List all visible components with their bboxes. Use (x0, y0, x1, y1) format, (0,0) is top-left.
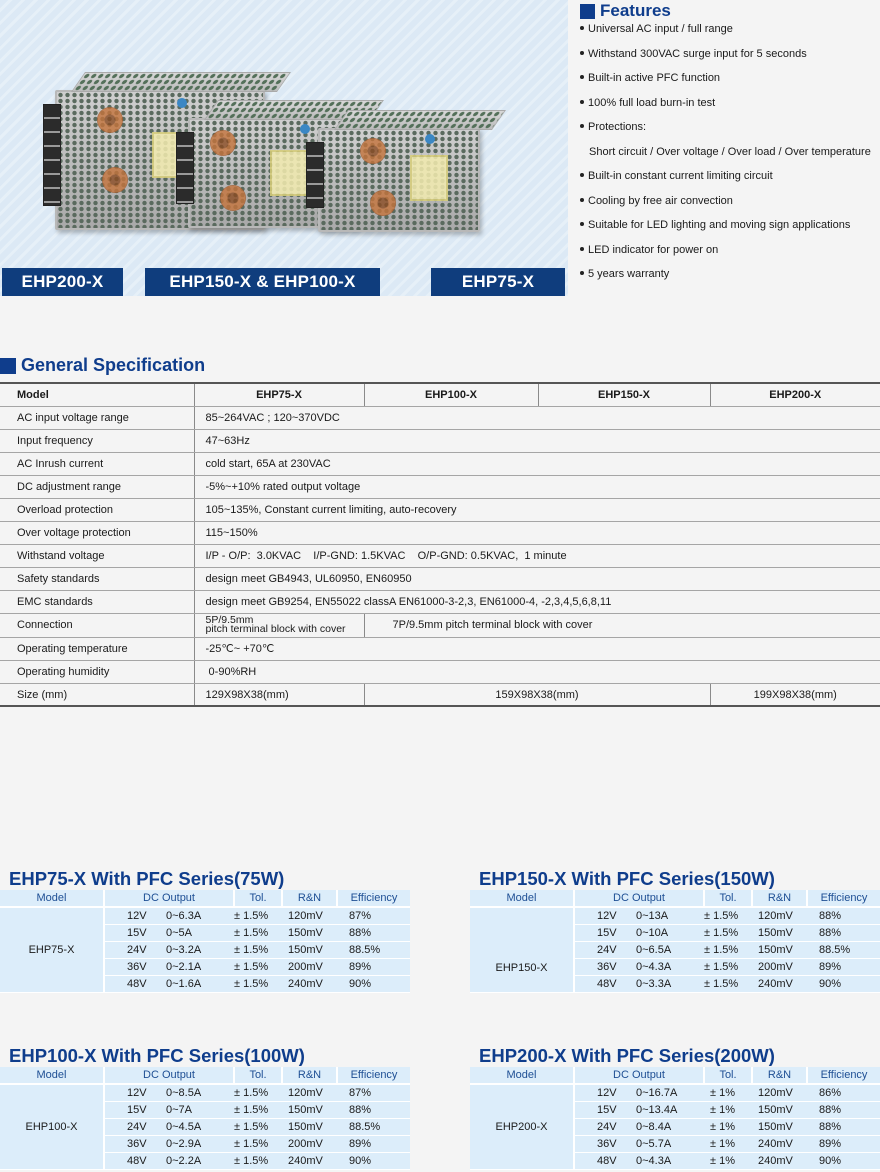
table-cell: Tol. (234, 1067, 282, 1084)
table-cell: 90% (337, 975, 410, 992)
features-section (578, 0, 880, 291)
table-cell: ± 1.5% (234, 941, 282, 958)
table-cell: EHP200-X (470, 1084, 574, 1169)
table-cell: 36V (104, 958, 166, 975)
table-cell: Operating humidity (0, 660, 194, 683)
table-cell: Model (470, 890, 574, 907)
table-cell: ± 1% (704, 1084, 752, 1101)
table-cell: 89% (807, 958, 880, 975)
connection-7p-cell: 7P/9.5mm pitch terminal block with cover (364, 614, 880, 637)
table-cell: ± 1.5% (704, 975, 752, 992)
table-cell: 0~5.7A (636, 1135, 704, 1152)
table-cell: 0~4.3A (636, 1152, 704, 1169)
power-supply-unit-ehp75 (318, 128, 480, 232)
bullet-icon (580, 26, 584, 30)
series-table (0, 1067, 410, 1170)
terminal-block-icon (306, 142, 324, 208)
table-cell: ± 1.5% (704, 941, 752, 958)
series-ehp100 (0, 1045, 412, 1170)
table-cell: ± 1% (704, 1152, 752, 1169)
table-cell: 100% full load burn-in test (588, 96, 716, 109)
table-cell: 15V (104, 924, 166, 941)
table-cell: -25℃~ +70℃ (194, 637, 880, 660)
feature-item (578, 119, 880, 144)
table-cell: 0~2.2A (166, 1152, 234, 1169)
series-title: EHP100-X With PFC Series(100W) (9, 1045, 305, 1066)
feature-item (578, 217, 880, 242)
table-cell: Cooling by free air convection (588, 194, 733, 207)
square-bullet-icon (0, 358, 16, 374)
table-cell: 240mV (282, 1152, 337, 1169)
table-cell: R&N (752, 1067, 807, 1084)
table-row (0, 614, 880, 637)
table-row (0, 568, 880, 591)
table-cell: EHP150-X (470, 907, 574, 992)
table-cell: 150mV (752, 1118, 807, 1135)
table-cell: Overload protection (0, 498, 194, 521)
table-cell: 48V (574, 1152, 636, 1169)
table-cell: R&N (282, 890, 337, 907)
table-cell: General Specification (21, 355, 206, 375)
feature-item (578, 242, 880, 267)
table-cell: Tol. (704, 890, 752, 907)
table-cell: Tol. (704, 1067, 752, 1084)
table-cell: 5 years warranty (588, 268, 670, 280)
column-header: EHP150-X (538, 383, 710, 406)
table-cell: 0~13A (636, 907, 704, 924)
terminal-block-icon (176, 132, 194, 204)
table-cell: 48V (574, 975, 636, 992)
table-row (0, 475, 880, 498)
features-list (578, 21, 880, 291)
table-cell: 90% (337, 1152, 410, 1169)
table-cell: 88% (337, 924, 410, 941)
table-cell: Operating temperature (0, 637, 194, 660)
table-cell: 200mV (282, 1135, 337, 1152)
table-cell: Withstand 300VAC surge input for 5 seconds (588, 47, 807, 60)
feature-item (578, 70, 880, 95)
table-cell: Model (0, 1067, 104, 1084)
table-cell: Size (mm) (0, 683, 194, 706)
table-cell: 48V (104, 975, 166, 992)
table-row (0, 1084, 410, 1101)
table-cell: ± 1% (704, 1101, 752, 1118)
terminal-block-icon (43, 104, 61, 206)
series-title: EHP150-X With PFC Series(150W) (479, 868, 775, 889)
table-cell: 150mV (282, 1118, 337, 1135)
table-cell: Efficiency (807, 890, 880, 907)
table-cell: 0~6.3A (166, 907, 234, 924)
series-title: EHP200-X With PFC Series(200W) (479, 1045, 775, 1066)
table-cell: Protections: (588, 121, 647, 133)
bullet-icon (580, 75, 584, 79)
feature-item (578, 21, 880, 46)
table-cell: Tol. (234, 890, 282, 907)
model-label-ehp150-ehp100: EHP150-X & EHP100-X (145, 268, 380, 296)
table-cell: EHP100-X (0, 1084, 104, 1169)
table-cell: 87% (337, 1084, 410, 1101)
table-cell: R&N (752, 890, 807, 907)
feature-item (578, 266, 880, 291)
table-cell: 150mV (752, 924, 807, 941)
table-cell: 24V (104, 941, 166, 958)
general-spec-title (0, 355, 205, 376)
table-cell: 240mV (282, 975, 337, 992)
table-cell: Built-in active PFC function (588, 72, 721, 84)
table-cell: Universal AC input / full range (588, 23, 733, 35)
table-cell: 0~7A (166, 1101, 234, 1118)
table-cell: 24V (574, 1118, 636, 1135)
table-cell: Suitable for LED lighting and moving sign applications (588, 219, 851, 231)
column-header: Model (0, 383, 194, 406)
table-cell: ± 1.5% (234, 1118, 282, 1135)
table-cell: 150mV (752, 1101, 807, 1118)
table-cell: 89% (337, 1135, 410, 1152)
table-cell: ± 1% (704, 1118, 752, 1135)
table-cell: Efficiency (337, 1067, 410, 1084)
table-cell: 150mV (282, 941, 337, 958)
table-cell: Built-in constant current limiting circuit (588, 170, 773, 182)
bullet-icon (580, 222, 584, 226)
table-cell: 24V (104, 1118, 166, 1135)
table-cell: R&N (282, 1067, 337, 1084)
table-cell: Input frequency (0, 429, 194, 452)
table-cell: 5P/9.5mm (205, 614, 254, 627)
table-cell: 89% (337, 958, 410, 975)
table-cell: 88% (807, 1118, 880, 1135)
table-header-row (0, 1067, 410, 1084)
table-cell: 48V (104, 1152, 166, 1169)
table-cell: ± 1.5% (234, 1101, 282, 1118)
table-cell: Efficiency (807, 1067, 880, 1084)
table-cell: ± 1.5% (234, 958, 282, 975)
table-cell: 0~16.7A (636, 1084, 704, 1101)
feature-item (578, 95, 880, 120)
table-cell: -5%~+10% rated output voltage (194, 475, 880, 498)
table-cell: 240mV (752, 1135, 807, 1152)
table-cell: DC Output (574, 1067, 704, 1084)
table-cell: 120mV (752, 1084, 807, 1101)
table-cell: 88.5% (337, 1118, 410, 1135)
table-cell: 12V (574, 1084, 636, 1101)
table-cell: 0~13.4A (636, 1101, 704, 1118)
table-cell: 0~2.1A (166, 958, 234, 975)
general-spec-table (0, 382, 880, 707)
table-cell: 15V (104, 1101, 166, 1118)
table-cell: 159X98X38(mm) (364, 683, 710, 706)
table-cell: 15V (574, 924, 636, 941)
table-cell: ± 1% (704, 1135, 752, 1152)
table-row (470, 1084, 880, 1101)
table-cell: 88.5% (807, 941, 880, 958)
table-cell: ± 1.5% (234, 1084, 282, 1101)
table-cell: DC adjustment range (0, 475, 194, 498)
table-cell: 0~1.6A (166, 975, 234, 992)
features-title (578, 1, 880, 21)
table-cell: AC input voltage range (0, 406, 194, 429)
table-cell: design meet GB9254, EN55022 classA EN61000-3-2,3, EN61000-4, -2,3,4,5,6,8,11 (194, 591, 880, 614)
table-cell: 0~3.2A (166, 941, 234, 958)
table-cell: 36V (104, 1135, 166, 1152)
table-cell: 24V (574, 941, 636, 958)
bullet-icon (580, 100, 584, 104)
table-cell: DC Output (104, 890, 234, 907)
column-header: EHP200-X (710, 383, 880, 406)
table-cell: 36V (574, 1135, 636, 1152)
table-cell: 12V (104, 907, 166, 924)
table-row (0, 498, 880, 521)
table-cell: Over voltage protection (0, 522, 194, 545)
table-cell: Model (470, 1067, 574, 1084)
table-cell: 0~4.5A (166, 1118, 234, 1135)
series-ehp75 (0, 868, 412, 993)
table-cell: 88% (807, 924, 880, 941)
table-cell: 0~2.9A (166, 1135, 234, 1152)
table-cell: 47~63Hz (194, 429, 880, 452)
table-cell: ± 1.5% (234, 907, 282, 924)
table-cell: 86% (807, 1084, 880, 1101)
table-cell: design meet GB4943, UL60950, EN60950 (194, 568, 880, 591)
table-cell: 87% (337, 907, 410, 924)
square-bullet-icon (580, 4, 595, 19)
table-cell: 0~3.3A (636, 975, 704, 992)
table-cell: EMC standards (0, 591, 194, 614)
table-cell: AC Inrush current (0, 452, 194, 475)
feature-item (578, 193, 880, 218)
bullet-icon (580, 271, 584, 275)
table-cell: 240mV (752, 975, 807, 992)
column-header: EHP75-X (194, 383, 364, 406)
table-cell: 90% (807, 1152, 880, 1169)
table-cell: 15V (574, 1101, 636, 1118)
table-header-row (0, 890, 410, 907)
table-cell: 0~8.5A (166, 1084, 234, 1101)
table-cell: Model (0, 890, 104, 907)
table-cell: Connection (0, 614, 194, 637)
table-row (0, 591, 880, 614)
table-row (0, 660, 880, 683)
table-cell: 0-90%RH (194, 660, 880, 683)
series-title: EHP75-X With PFC Series(75W) (9, 868, 285, 889)
series-table (470, 1067, 880, 1170)
table-cell: 0~5A (166, 924, 234, 941)
table-cell: 120mV (282, 1084, 337, 1101)
table-cell: 200mV (752, 958, 807, 975)
table-row (0, 429, 880, 452)
table-row (470, 907, 880, 924)
bullet-icon (580, 51, 584, 55)
bullet-icon (580, 247, 584, 251)
table-cell: ± 1.5% (234, 1135, 282, 1152)
bullet-icon (580, 198, 584, 202)
table-row (0, 522, 880, 545)
table-row (0, 683, 880, 706)
table-cell: 199X98X38(mm) (710, 683, 880, 706)
table-cell: Efficiency (337, 890, 410, 907)
table-row (0, 637, 880, 660)
table-cell: 240mV (752, 1152, 807, 1169)
feature-subitem (578, 144, 880, 169)
table-cell: 0~6.5A (636, 941, 704, 958)
table-cell: 0~8.4A (636, 1118, 704, 1135)
table-cell: 88% (337, 1101, 410, 1118)
column-header: EHP100-X (364, 383, 538, 406)
table-cell: 88% (807, 907, 880, 924)
table-cell: 120mV (752, 907, 807, 924)
table-cell: ± 1.5% (234, 924, 282, 941)
table-cell: Short circuit / Over voltage / Over load / Over temperature (589, 145, 871, 158)
table-cell: Features (600, 1, 671, 20)
table-cell: 0~4.3A (636, 958, 704, 975)
feature-item (578, 168, 880, 193)
table-cell: I/P - O/P: 3.0KVAC I/P-GND: 1.5KVAC O/P-GND: 0.5KVAC, 1 minute (194, 545, 880, 568)
series-table (470, 890, 880, 993)
table-cell: 12V (104, 1084, 166, 1101)
table-cell: ± 1.5% (704, 958, 752, 975)
table-cell: ± 1.5% (704, 924, 752, 941)
table-cell: 89% (807, 1135, 880, 1152)
table-row (0, 545, 880, 568)
table-cell: LED indicator for power on (588, 243, 719, 256)
table-cell: pitch terminal block with cover (205, 623, 346, 636)
table-cell: Withstand voltage (0, 545, 194, 568)
table-header-row (0, 383, 880, 406)
table-cell: 90% (807, 975, 880, 992)
table-cell: 88.5% (337, 941, 410, 958)
table-cell: Safety standards (0, 568, 194, 591)
table-row (0, 452, 880, 475)
table-cell: 200mV (282, 958, 337, 975)
table-cell: 120mV (282, 907, 337, 924)
table-cell: 150mV (282, 1101, 337, 1118)
table-cell: 36V (574, 958, 636, 975)
table-cell: EHP75-X (0, 907, 104, 992)
model-label-ehp200: EHP200-X (2, 268, 123, 296)
product-photo (0, 0, 568, 296)
feature-item (578, 46, 880, 71)
series-ehp200 (470, 1045, 880, 1170)
bullet-icon (580, 173, 584, 177)
table-cell: 0~10A (636, 924, 704, 941)
table-cell: ± 1.5% (234, 1152, 282, 1169)
table-cell: 129X98X38(mm) (194, 683, 364, 706)
table-header-row (470, 1067, 880, 1084)
table-cell: 12V (574, 907, 636, 924)
table-cell: 150mV (282, 924, 337, 941)
table-cell: cold start, 65A at 230VAC (194, 452, 880, 475)
series-ehp150 (470, 868, 880, 993)
series-table (0, 890, 410, 993)
table-cell: DC Output (574, 890, 704, 907)
table-cell: ± 1.5% (234, 975, 282, 992)
connection-5p-cell (194, 614, 364, 637)
table-cell: 85~264VAC ; 120~370VDC (194, 406, 880, 429)
table-cell: 105~135%, Constant current limiting, auto-recovery (194, 498, 880, 521)
table-cell: 88% (807, 1101, 880, 1118)
bullet-icon (580, 124, 584, 128)
table-cell: ± 1.5% (704, 907, 752, 924)
table-row (0, 907, 410, 924)
model-label-ehp75: EHP75-X (431, 268, 565, 296)
table-cell: 115~150% (194, 522, 880, 545)
table-header-row (470, 890, 880, 907)
table-cell: DC Output (104, 1067, 234, 1084)
table-cell: 150mV (752, 941, 807, 958)
table-row (0, 406, 880, 429)
